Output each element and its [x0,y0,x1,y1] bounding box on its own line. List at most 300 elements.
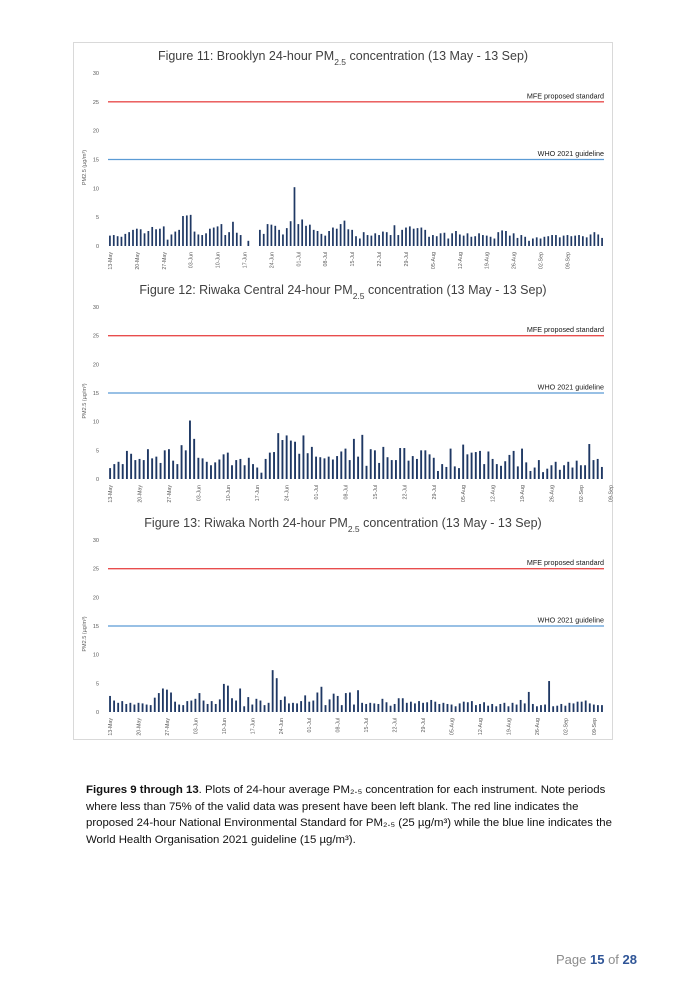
bar [438,704,440,712]
chart-title-tail: concentration (13 May - 13 Sep) [364,283,547,297]
bar [143,460,145,479]
bar [532,239,534,246]
y-axis-label: PM2.5 (µg/m³) [82,149,88,186]
bar [139,459,141,479]
bar [340,224,342,246]
bar [205,233,207,246]
x-tick-label: 26-Aug [534,718,541,736]
bar [150,705,152,712]
bar [447,704,449,712]
y-tick-label: 15 [92,391,99,397]
bar [395,460,397,479]
bar [413,229,415,246]
bar [124,234,126,246]
bar [286,435,288,479]
bar [441,464,443,479]
chart-title-main: Figure 11: Brooklyn 24-hour PM [157,49,335,63]
bar [597,234,599,246]
bar [319,457,321,479]
chart-title-subscript: 2.5 [334,57,347,67]
bar [148,231,150,246]
bar [292,703,294,712]
chart-title-tail: concentration (13 May - 13 Sep) [346,49,529,63]
bar [475,452,477,479]
x-tick-label: 10-Jun [225,485,232,502]
bar [467,702,469,712]
bar [367,235,369,246]
bar [418,701,420,712]
y-tick-label: 15 [92,624,99,630]
bar [340,451,342,479]
x-tick-label: 10-Jun [215,252,222,269]
bar [470,237,472,246]
bar [497,232,499,246]
bar [505,231,507,246]
bar [316,693,318,712]
bar [475,705,477,712]
bar [467,233,469,246]
bar [594,232,596,246]
x-tick-label: 20-May [137,485,144,503]
x-tick-label: 19-Aug [506,718,513,736]
bar [478,233,480,246]
bar [138,703,140,712]
bar [454,466,456,479]
bar [239,459,241,479]
bar [109,696,111,712]
bar [436,236,438,246]
x-tick-label: 26-Aug [549,485,556,503]
y-tick-label: 5 [95,681,99,688]
bar [370,449,372,479]
chart-riwaka-central [74,277,615,509]
x-tick-label: 08-Jul [343,485,350,500]
bar [332,228,334,246]
x-tick-label: 05-Aug [449,718,456,736]
bar [232,222,234,246]
bar [422,703,424,712]
bar [373,703,375,712]
bar [387,457,389,479]
bar [459,234,461,246]
bar [500,466,502,479]
bar [171,234,173,246]
bar [371,236,373,246]
bar [580,465,582,479]
bar [409,226,411,246]
bar [227,453,229,479]
bar [162,688,164,712]
bar [593,460,595,479]
bar [228,232,230,246]
bar [336,229,338,246]
bar [509,236,511,246]
x-tick-label: 24-Jun [278,718,285,735]
chart-panel-3 [74,510,612,739]
bar [255,699,257,712]
bar [193,439,195,479]
bar [410,702,412,712]
bar [378,463,380,479]
bar [501,230,503,246]
reference-line-label: MFE proposed standard [526,558,604,568]
bar [424,450,426,479]
bar [508,455,510,479]
bar [277,433,279,479]
bar [551,465,553,479]
bar [140,229,142,246]
bar [471,453,473,479]
x-tick-label: 08-Jul [323,252,330,267]
figure-caption [86,782,626,848]
bar [214,462,216,479]
bar [390,235,392,246]
bar [536,237,538,246]
x-tick-label: 02-Sep [563,718,570,736]
bar [479,704,481,712]
bar [274,226,276,246]
bar [560,704,562,712]
bar [329,699,331,712]
bar [231,698,233,712]
x-tick-label: 29-Jul [431,485,438,500]
bar [159,229,161,246]
bar [359,239,361,246]
bar [269,453,271,479]
chart-panel-2 [74,277,615,509]
bar [483,702,485,712]
bar [390,706,392,712]
x-tick-label: 01-Jul [307,718,314,733]
bar [328,231,330,246]
bar [434,702,436,712]
bar [366,466,368,479]
bar [290,441,292,479]
bar [158,693,160,712]
bar [286,228,288,246]
bar [296,703,298,712]
bar [276,678,278,712]
x-tick-label: 13-May [108,485,115,503]
bar [247,241,249,246]
bar [321,234,323,246]
bar [176,464,178,479]
bar [290,221,292,246]
bar [463,236,465,246]
bar [181,445,183,479]
bar [402,698,404,712]
bar [534,468,536,479]
bar [347,229,349,246]
x-tick-label: 03-Jun [193,718,200,735]
bar [578,235,580,246]
bar [394,704,396,712]
bar [584,465,586,479]
bar [479,451,481,479]
bar [394,225,396,246]
bar [466,454,468,479]
bar [601,467,603,479]
bar [251,705,253,712]
bar [190,215,192,246]
caption-text: . Plots of 24-hour average PM₂.₅ concentration for each instrument. Note periods where less than 75% of the valid data was present have been left blank. The red line indicates the proposed 24-hour National Environmental Standard for PM₂.₅ (25 µg/m³) while the blue line indicates the World Health Organisation 2021 guideline (15 µg/m³). [86,784,612,846]
x-tick-label: 22-Jul [377,252,384,267]
bar [528,241,530,246]
bar [440,233,442,246]
bar [202,458,204,479]
bar [597,705,599,712]
y-axis-label: PM2.5 (µg/m³) [82,383,88,419]
bar [588,444,590,479]
bar [164,450,166,479]
x-tick-label: 12-Aug [478,718,484,736]
x-tick-label: 15-Jul [372,485,379,500]
bar [540,705,542,712]
bar [182,216,184,246]
bar [297,224,299,246]
bar [264,705,266,712]
x-tick-label: 01-Jul [296,252,303,267]
chart-title [144,516,541,534]
bar [301,219,303,246]
bar [207,704,209,712]
x-tick-label: 09-Sep [608,485,615,503]
bar [426,702,428,712]
bar [548,681,550,712]
bar [197,458,199,479]
bar [325,705,327,712]
bar [401,230,403,246]
bar [437,471,439,479]
x-tick-label: 27-May [166,485,173,503]
bar [572,468,574,479]
y-axis-label: PM2.5 (µg/m³) [82,616,88,652]
bar [353,439,355,479]
bar [117,703,119,712]
bar [235,701,237,712]
chart-title-tail: concentration (13 May - 13 Sep) [359,516,542,530]
bar [252,464,254,479]
bar [495,706,497,712]
x-tick-label: 24-Jun [269,252,276,269]
bar [513,233,515,246]
x-tick-label: 19-Aug [484,252,491,270]
bar [186,701,188,712]
bar [121,701,123,712]
bar [206,462,208,479]
bar [167,240,169,246]
bar [324,458,326,479]
bar [491,704,493,712]
bar [151,458,153,479]
y-tick-label: 5 [95,448,99,455]
bar [130,454,132,479]
bar [517,466,519,479]
bar [332,460,334,479]
bar [512,703,514,712]
bar [351,230,353,246]
x-tick-label: 19-Aug [520,485,527,503]
bar [271,225,273,246]
reference-line-label: WHO 2021 guideline [537,382,604,392]
bar [397,235,399,246]
bar [240,235,242,246]
bar [284,697,286,712]
bar [378,235,380,246]
bar [217,226,219,246]
bar [168,449,170,479]
bar [194,232,196,246]
bar [129,703,131,712]
bar [260,701,262,712]
bar [272,670,274,712]
bar [487,706,489,712]
bar [349,460,351,479]
bar [197,234,199,246]
bar [221,224,223,246]
bar [312,701,314,712]
bar [215,704,217,712]
bar [303,435,305,479]
bar [521,449,523,479]
bar [243,706,245,712]
x-tick-label: 05-Aug [430,252,437,270]
x-tick-label: 20-May [134,252,141,270]
bar [155,457,157,479]
y-tick-label: 20 [92,595,99,602]
bar [544,705,546,712]
x-tick-label: 24-Jun [284,485,291,502]
bar [294,442,296,479]
bar [544,237,546,246]
bar [546,469,548,479]
bar [113,235,115,246]
bar [433,458,435,479]
bar [398,698,400,712]
x-tick-label: 02-Sep [538,252,545,270]
bar [281,440,283,479]
bar [126,451,128,479]
bar [117,236,119,246]
footer-page-word: Page [555,952,587,967]
bar [428,237,430,246]
bar [536,706,538,712]
bar [260,473,262,479]
bar [490,237,492,246]
chart-brooklyn [74,43,612,277]
bar [574,236,576,246]
bar [429,454,431,479]
bar [374,450,376,479]
x-tick-label: 08-Jul [335,718,342,733]
bar [199,693,201,712]
bar [239,688,241,712]
bar [223,454,225,479]
bar [155,229,157,246]
bar [263,234,265,246]
bar [444,233,446,246]
bar [414,703,416,712]
bar [532,704,534,712]
bar [256,468,258,479]
bar [259,230,261,246]
bar [567,235,569,246]
bar [567,462,569,479]
bar [248,458,250,479]
bar [382,232,384,246]
bar [377,704,379,712]
x-tick-label: 01-Jul [314,485,321,500]
bar [182,705,184,712]
bar [432,235,434,246]
bar [573,703,575,712]
bar [236,233,238,246]
bar [278,230,280,246]
bar [474,236,476,246]
bar [482,235,484,246]
bar [552,706,554,712]
bar [189,421,191,479]
bar [520,235,522,246]
y-tick-label: 25 [92,333,99,340]
reference-line-label: MFE proposed standard [526,91,604,101]
bar [525,462,527,479]
bar [412,456,414,479]
bar [211,701,213,712]
bar [353,705,355,712]
bar [487,451,489,479]
bar [132,230,134,246]
bar [369,703,371,712]
bar [403,448,405,479]
y-tick-label: 30 [92,71,99,77]
footer-page-total: 28 [622,952,637,967]
bar [113,464,115,479]
reference-line-label: MFE proposed standard [526,325,604,335]
chart-title [139,283,546,301]
bar [311,447,313,479]
bar [308,702,310,712]
x-tick-label: 29-Jul [403,252,410,267]
x-tick-label: 09-Sep [591,718,598,736]
y-tick-label: 0 [95,710,99,716]
bar [589,703,591,712]
bar [174,232,176,246]
bar [447,239,449,246]
bar [585,701,587,712]
chart-panel-1 [74,43,612,277]
bar [178,705,180,712]
x-tick-label: 15-Jul [364,718,371,733]
x-tick-label: 09-Sep [565,252,572,270]
bar [382,699,384,712]
y-tick-label: 20 [92,128,99,135]
bar [424,230,426,246]
chart-title [158,49,528,67]
chart-title-subscript: 2.5 [352,291,365,301]
bar [555,235,557,246]
bar [455,706,457,712]
y-tick-label: 10 [92,419,99,426]
bar [405,228,407,246]
bar [551,235,553,246]
reference-line-label: WHO 2021 guideline [537,615,604,625]
bar [324,236,326,246]
bar [166,690,168,712]
bar [386,702,388,712]
bar [231,465,233,479]
bar [305,226,307,246]
